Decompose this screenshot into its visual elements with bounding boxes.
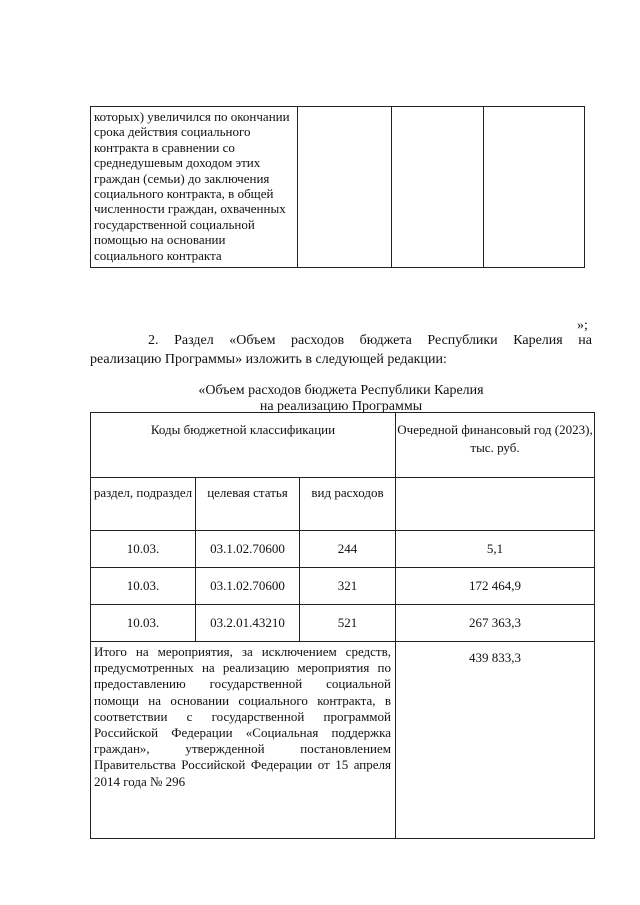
table-subheader-row — [91, 478, 595, 531]
cell-section: 10.03. — [91, 531, 196, 568]
indicator-name-cell: которых) увеличился по окончании срока действия социального контракта в сравнении со среднедушевым доходом этих граждан (семьи) до заключения социального контракта, в общей численности граждан, охваченных государственной социальной помощью на основании социального контракта — [91, 107, 298, 268]
table-header-row — [91, 413, 595, 478]
section-title-line-1: «Объем расходов бюджета Республики Карелия — [198, 383, 484, 398]
cell-type: 321 — [300, 568, 396, 605]
cell-type: 244 — [300, 531, 396, 568]
total-description: Итого на мероприятия, за исключением средств, предусмотренных на реализацию мероприятия по предоставлению государственной социальной помощи на основании социального контракта, в соответствии с государственной программой Российской Федерации «Социальная поддержка граждан», утвержденной постановлением Правительства Российской Федерации от 15 апреля 2014 года № 296 — [91, 642, 396, 839]
empty-cell — [484, 107, 585, 268]
cell-section: 10.03. — [91, 568, 196, 605]
col-type: вид расходов — [300, 478, 396, 531]
empty-cell — [298, 107, 392, 268]
total-row — [91, 642, 595, 839]
table-row — [91, 568, 595, 605]
cell-amount: 172 464,9 — [396, 568, 595, 605]
cell-amount: 267 363,3 — [396, 605, 595, 642]
budget-table — [90, 412, 595, 839]
cell-type: 521 — [300, 605, 396, 642]
cell-target: 03.1.02.70600 — [196, 531, 300, 568]
total-amount: 439 833,3 — [396, 642, 595, 839]
cell-target: 03.2.01.43210 — [196, 605, 300, 642]
col-target: целевая статья — [196, 478, 300, 531]
col-amount-empty — [396, 478, 595, 531]
table-row — [91, 531, 595, 568]
table-row — [91, 605, 595, 642]
section-title-line-2: на реализацию Программы — [259, 399, 423, 414]
col-section: раздел, подраздел — [91, 478, 196, 531]
closing-quote: »; — [577, 318, 588, 333]
header-amount: Очередной финансовый год (2023), тыс. руб. — [396, 413, 595, 478]
empty-cell — [392, 107, 484, 268]
table-row — [91, 107, 585, 268]
paragraph-line-1: 2. Раздел «Объем расходов бюджета Республики Карелия на — [148, 333, 592, 348]
cell-amount: 5,1 — [396, 531, 595, 568]
cell-target: 03.1.02.70600 — [196, 568, 300, 605]
paragraph-line-2: реализацию Программы» изложить в следующей редакции: — [90, 352, 447, 367]
header-codes: Коды бюджетной классификации — [91, 413, 396, 478]
cell-section: 10.03. — [91, 605, 196, 642]
indicators-table-continuation — [90, 106, 585, 268]
